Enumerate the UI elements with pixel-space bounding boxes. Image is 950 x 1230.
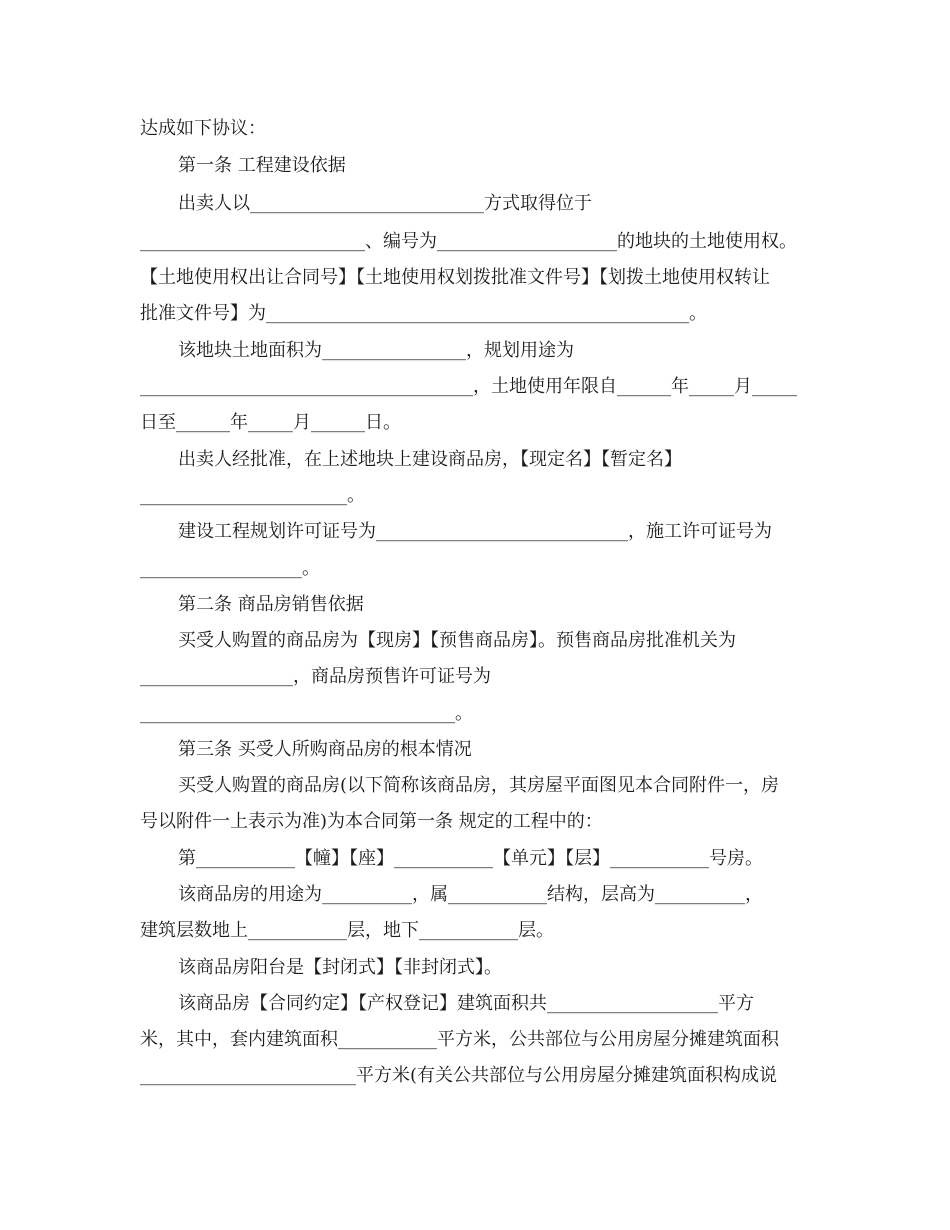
text-line: _______________________。 <box>140 485 365 506</box>
text-line: 【土地使用权出让合同号】【土地使用权划拨批准文件号】【划拨土地使用权转让 <box>140 267 770 288</box>
text-line: ________________________平方米(有关公共部位与公用房屋分摊建筑面积构成说 <box>140 1065 778 1086</box>
text-line: 买受人购置的商品房为【现房】【预售商品房】。预售商品房批准机关为 <box>178 630 736 651</box>
text-line: 出卖人经批准，在上述地块上建设商品房，【现定名】【暂定名】 <box>178 449 682 470</box>
text-line: 建筑层数地上___________层，地下___________层。 <box>140 920 554 941</box>
text-line: _____________________________________，土地使用年限自______年_____月_____ <box>140 376 797 397</box>
text-line: 建设工程规划许可证号为____________________________，施工许可证号为 <box>178 521 772 542</box>
article-heading: 第一条 工程建设依据 <box>178 155 346 176</box>
text-line: 第___________【幢】【座】___________【单元】【层】___________号房。 <box>178 848 763 869</box>
article-heading: 第二条 商品房销售依据 <box>178 594 364 615</box>
text-line: __________________。 <box>140 558 320 579</box>
article-heading: 第三条 买受人所购商品房的根本情况 <box>178 739 472 760</box>
text-line: 该商品房阳台是【封闭式】【非封闭式】。 <box>178 957 502 978</box>
text-line: _________________________、编号为____________________的地块的土地使用权。 <box>140 231 797 252</box>
text-line: 该地块土地面积为________________，规划用途为 <box>178 340 574 361</box>
text-line: 该商品房【合同约定】【产权登记】建筑面积共___________________平方 <box>178 993 754 1014</box>
text-line: _________________，商品房预售许可证号为 <box>140 666 491 687</box>
text-line: 该商品房的用途为__________，属___________结构，层高为__________， <box>178 884 763 905</box>
text-line: 出卖人以__________________________方式取得位于 <box>178 193 592 214</box>
text-line: ___________________________________。 <box>140 703 473 724</box>
text-line: 买受人购置的商品房(以下简称该商品房，其房屋平面图见本合同附件一，房 <box>178 775 780 796</box>
text-line: 米，其中，套内建筑面积___________平方米，公共部位与公用房屋分摊建筑面积 <box>140 1029 779 1050</box>
text-line: 日至______年_____月______日。 <box>140 412 401 433</box>
text-line: 批准文件号】为_______________________________________________。 <box>140 303 707 324</box>
text-line: 号以附件一上表示为准)为本合同第一条 规定的工程中的： <box>140 811 603 832</box>
text-line: 达成如下协议： <box>140 118 266 139</box>
